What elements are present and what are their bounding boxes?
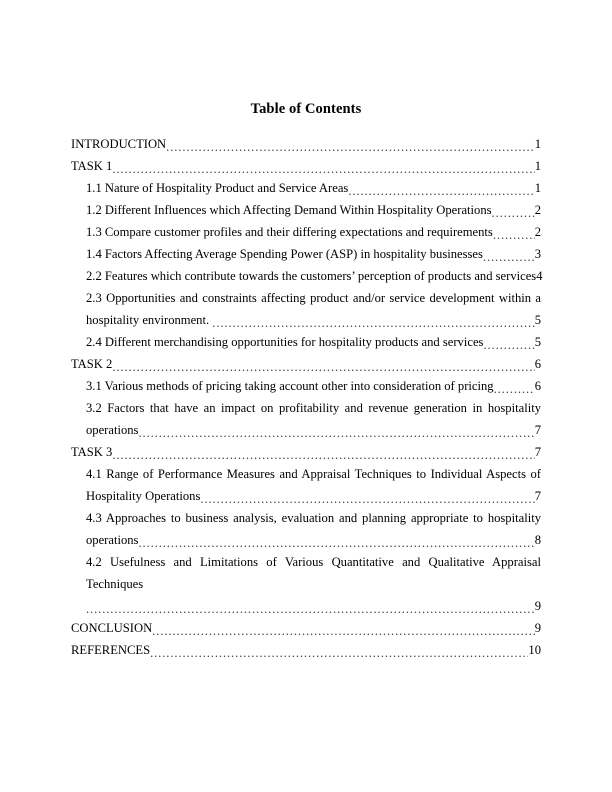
toc-entry-label: 1.4 Factors Affecting Average Spending Power (ASP) in hospitality businesses <box>86 247 483 261</box>
dot-leader <box>86 602 535 616</box>
toc-entry-row <box>86 199 541 221</box>
toc-entry-sec-4-2[interactable] <box>86 551 541 617</box>
page-title: Table of Contents <box>250 101 362 117</box>
toc-entry-row <box>71 441 541 463</box>
dot-leader <box>494 382 535 396</box>
dot-leader <box>493 228 535 242</box>
toc-entry-last-line <box>86 309 541 331</box>
toc-entry-last-line <box>86 529 541 551</box>
toc-entry-row <box>71 353 541 375</box>
toc-entry-sec-4-1[interactable] <box>86 463 541 507</box>
dot-leader <box>483 338 534 352</box>
dot-leader <box>112 360 534 374</box>
toc-entry-text-line: 4.2 Usefulness and Limitations of Various Quantitative and Qualitative Appraisal Techniques <box>86 555 541 591</box>
toc-entry-row <box>86 177 541 199</box>
toc-entry-task-2[interactable] <box>71 353 541 375</box>
toc-entry-page-number: 9 <box>534 621 541 635</box>
toc-entry-page-number: 7 <box>534 445 541 459</box>
toc-entry-label: 1.2 Different Influences which Affecting Demand Within Hospitality Operations <box>86 203 492 217</box>
toc-entry-page-number: 2 <box>534 203 541 217</box>
toc-entry-sec-4-3[interactable] <box>86 507 541 551</box>
dot-leader <box>112 448 534 462</box>
dot-leader <box>483 250 535 264</box>
toc-entry-row <box>86 331 541 353</box>
toc-entry-task-1[interactable] <box>71 155 541 177</box>
dot-leader <box>166 140 535 154</box>
toc-entry-label: CONCLUSION <box>71 621 153 635</box>
toc-entry-text-line: 2.3 Opportunities and constraints affecting product and/or service development within a <box>86 291 541 305</box>
dot-leader <box>212 316 534 330</box>
toc-entry-sec-1-1[interactable] <box>86 177 541 199</box>
toc-entry-label: REFERENCES <box>71 643 151 657</box>
dot-leader <box>152 624 535 638</box>
toc-entry-text-line: 4.1 Range of Performance Measures and Appraisal Techniques to Individual Aspects of <box>86 467 541 481</box>
toc-entry-page-number: 6 <box>534 379 541 393</box>
toc-entry-label: operations <box>86 533 139 547</box>
toc-entry-row <box>71 617 541 639</box>
toc-entry-page-number: 7 <box>534 423 541 437</box>
toc-entry-row <box>86 265 541 287</box>
toc-entry-page-number: 10 <box>528 643 541 657</box>
toc-entry-introduction[interactable] <box>71 133 541 155</box>
dot-leader <box>138 536 534 550</box>
page-content <box>71 100 541 661</box>
toc-entry-page-number: 5 <box>534 313 541 327</box>
toc-entry-sec-1-3[interactable] <box>86 221 541 243</box>
toc-entry-page-number: 6 <box>534 357 541 371</box>
toc-entry-sec-2-3[interactable] <box>86 287 541 331</box>
dot-leader <box>112 162 534 176</box>
toc-entry-page-number: 2 <box>534 225 541 239</box>
toc-entry-sec-1-4[interactable] <box>86 243 541 265</box>
toc-entry-row <box>71 155 541 177</box>
dot-leader <box>348 184 534 198</box>
toc-entry-row <box>86 375 541 397</box>
toc-entry-sec-1-2[interactable] <box>86 199 541 221</box>
toc-entry-sec-3-2[interactable] <box>86 397 541 441</box>
toc-entry-label: 2.4 Different merchandising opportunities for hospitality products and services <box>86 335 484 349</box>
toc-entry-label: 1.1 Nature of Hospitality Product and Service Areas <box>86 181 349 195</box>
toc-entry-label: Hospitality Operations <box>86 489 201 503</box>
toc-entry-last-line <box>86 485 541 507</box>
toc-entry-label: TASK 3 <box>71 445 113 459</box>
toc-entry-page-number: 5 <box>534 335 541 349</box>
dot-leader <box>492 206 535 220</box>
toc-entry-label: hospitality environment. <box>86 313 213 327</box>
toc-entry-label: operations <box>86 423 139 437</box>
toc-entry-page-number: 9 <box>534 599 541 613</box>
toc-entry-text-line: 4.3 Approaches to business analysis, evaluation and planning appropriate to hospitality <box>86 511 541 525</box>
dot-leader <box>200 492 534 506</box>
toc-entry-last-line <box>86 419 541 441</box>
toc-entry-page-number: 1 <box>534 181 541 195</box>
table-of-contents <box>71 133 541 661</box>
toc-entry-row <box>71 639 541 661</box>
toc-entry-page-number: 8 <box>534 533 541 547</box>
toc-entry-label: 3.1 Various methods of pricing taking account other into consideration of pricing <box>86 379 494 393</box>
toc-entry-conclusion[interactable] <box>71 617 541 639</box>
toc-entry-sec-2-2[interactable] <box>86 265 541 287</box>
toc-entry-sec-2-4[interactable] <box>86 331 541 353</box>
toc-entry-row <box>71 133 541 155</box>
toc-entry-label: 2.2 Features which contribute towards the customers’ perception of products and services <box>86 269 537 283</box>
toc-entry-references[interactable] <box>71 639 541 661</box>
toc-entry-task-3[interactable] <box>71 441 541 463</box>
toc-entry-label: TASK 1 <box>71 159 113 173</box>
toc-entry-label: TASK 2 <box>71 357 113 371</box>
toc-entry-page-number: 4 <box>536 269 543 283</box>
toc-entry-last-line <box>86 595 541 617</box>
toc-entry-row <box>86 221 541 243</box>
toc-entry-row <box>86 243 541 265</box>
toc-entry-page-number: 1 <box>534 137 541 151</box>
toc-entry-label: INTRODUCTION <box>71 137 167 151</box>
toc-entry-page-number: 7 <box>534 489 541 503</box>
dot-leader <box>138 426 534 440</box>
dot-leader <box>150 646 528 660</box>
toc-entry-text-line: 3.2 Factors that have an impact on profitability and revenue generation in hospitality <box>86 401 541 415</box>
toc-entry-label: 1.3 Compare customer profiles and their differing expectations and requirements <box>86 225 493 239</box>
toc-entry-page-number: 1 <box>534 159 541 173</box>
toc-entry-sec-3-1[interactable] <box>86 375 541 397</box>
toc-entry-page-number: 3 <box>534 247 541 261</box>
